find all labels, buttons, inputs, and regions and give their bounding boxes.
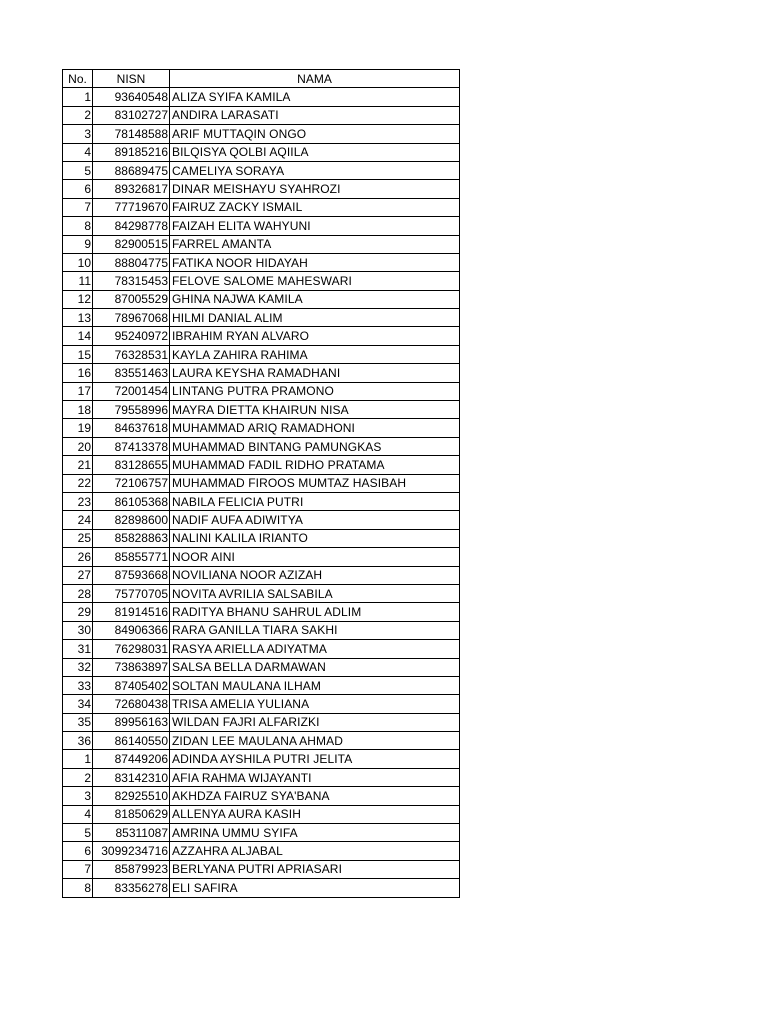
cell-nama: LAURA KEYSHA RAMADHANI bbox=[170, 364, 460, 382]
table-row bbox=[63, 198, 460, 216]
cell-no: 3 bbox=[63, 125, 93, 143]
cell-no: 13 bbox=[63, 309, 93, 327]
cell-nama: AFIA RAHMA WIJAYANTI bbox=[170, 768, 460, 786]
cell-no: 2 bbox=[63, 106, 93, 124]
cell-nisn: 87593668 bbox=[93, 566, 170, 584]
cell-no: 17 bbox=[63, 382, 93, 400]
cell-nama: CAMELIYA SORAYA bbox=[170, 161, 460, 179]
cell-nisn: 76298031 bbox=[93, 640, 170, 658]
cell-nama: FAIRUZ ZACKY ISMAIL bbox=[170, 198, 460, 216]
table-row bbox=[63, 732, 460, 750]
cell-nama: WILDAN FAJRI ALFARIZKI bbox=[170, 713, 460, 731]
cell-nisn: 83551463 bbox=[93, 364, 170, 382]
table-row bbox=[63, 217, 460, 235]
cell-nama: NOVITA AVRILIA SALSABILA bbox=[170, 584, 460, 602]
cell-nisn: 86140550 bbox=[93, 732, 170, 750]
table-row bbox=[63, 180, 460, 198]
cell-nisn: 83128655 bbox=[93, 456, 170, 474]
cell-nisn: 75770705 bbox=[93, 584, 170, 602]
cell-nama: NADIF AUFA ADIWITYA bbox=[170, 511, 460, 529]
cell-nama: KAYLA ZAHIRA RAHIMA bbox=[170, 345, 460, 363]
cell-nisn: 86105368 bbox=[93, 492, 170, 510]
cell-nisn: 89326817 bbox=[93, 180, 170, 198]
cell-no: 36 bbox=[63, 732, 93, 750]
cell-no: 25 bbox=[63, 529, 93, 547]
cell-nisn: 82900515 bbox=[93, 235, 170, 253]
cell-nama: HILMI DANIAL ALIM bbox=[170, 309, 460, 327]
cell-no: 8 bbox=[63, 217, 93, 235]
cell-no: 8 bbox=[63, 879, 93, 897]
cell-no: 1 bbox=[63, 750, 93, 768]
cell-nama: NOVILIANA NOOR AZIZAH bbox=[170, 566, 460, 584]
table-row bbox=[63, 529, 460, 547]
cell-no: 7 bbox=[63, 860, 93, 878]
table-row bbox=[63, 474, 460, 492]
table-header-row bbox=[63, 70, 460, 88]
cell-nama: ARIF MUTTAQIN ONGO bbox=[170, 125, 460, 143]
cell-nisn: 89956163 bbox=[93, 713, 170, 731]
cell-nisn: 72680438 bbox=[93, 695, 170, 713]
cell-nama: MUHAMMAD ARIQ RAMADHONI bbox=[170, 419, 460, 437]
table-row bbox=[63, 511, 460, 529]
cell-no: 22 bbox=[63, 474, 93, 492]
cell-nisn: 79558996 bbox=[93, 401, 170, 419]
cell-nisn: 72106757 bbox=[93, 474, 170, 492]
table-row bbox=[63, 235, 460, 253]
cell-nisn: 78315453 bbox=[93, 272, 170, 290]
table-row bbox=[63, 106, 460, 124]
table-row bbox=[63, 364, 460, 382]
table-row bbox=[63, 309, 460, 327]
cell-nama: LINTANG PUTRA PRAMONO bbox=[170, 382, 460, 400]
cell-nama: RADITYA BHANU SAHRUL ADLIM bbox=[170, 603, 460, 621]
cell-no: 12 bbox=[63, 290, 93, 308]
cell-no: 4 bbox=[63, 143, 93, 161]
table-row bbox=[63, 603, 460, 621]
cell-no: 31 bbox=[63, 640, 93, 658]
header-nama: NAMA bbox=[170, 70, 460, 88]
cell-nama: ZIDAN LEE MAULANA AHMAD bbox=[170, 732, 460, 750]
cell-no: 11 bbox=[63, 272, 93, 290]
cell-no: 33 bbox=[63, 676, 93, 694]
cell-nama: ALIZA SYIFA KAMILA bbox=[170, 88, 460, 106]
cell-nama: RASYA ARIELLA ADIYATMA bbox=[170, 640, 460, 658]
cell-nisn: 85879923 bbox=[93, 860, 170, 878]
cell-nama: MUHAMMAD BINTANG PAMUNGKAS bbox=[170, 437, 460, 455]
cell-nisn: 85311087 bbox=[93, 824, 170, 842]
cell-nisn: 81850629 bbox=[93, 805, 170, 823]
cell-nama: NOOR AINI bbox=[170, 548, 460, 566]
cell-nisn: 82898600 bbox=[93, 511, 170, 529]
cell-no: 9 bbox=[63, 235, 93, 253]
table-row bbox=[63, 805, 460, 823]
table-row bbox=[63, 548, 460, 566]
table-row bbox=[63, 327, 460, 345]
cell-nama: NALINI KALILA IRIANTO bbox=[170, 529, 460, 547]
table-row bbox=[63, 566, 460, 584]
cell-nisn: 87449206 bbox=[93, 750, 170, 768]
cell-no: 28 bbox=[63, 584, 93, 602]
cell-no: 15 bbox=[63, 345, 93, 363]
table-row bbox=[63, 345, 460, 363]
cell-nama: IBRAHIM RYAN ALVARO bbox=[170, 327, 460, 345]
table-row bbox=[63, 88, 460, 106]
cell-no: 27 bbox=[63, 566, 93, 584]
cell-nama: FELOVE SALOME MAHESWARI bbox=[170, 272, 460, 290]
cell-nama: FARREL AMANTA bbox=[170, 235, 460, 253]
cell-nisn: 84637618 bbox=[93, 419, 170, 437]
cell-nama: ALLENYA AURA KASIH bbox=[170, 805, 460, 823]
cell-nisn: 83142310 bbox=[93, 768, 170, 786]
cell-nisn: 89185216 bbox=[93, 143, 170, 161]
cell-nama: RARA GANILLA TIARA SAKHI bbox=[170, 621, 460, 639]
table-row bbox=[63, 658, 460, 676]
table-row bbox=[63, 860, 460, 878]
table-row bbox=[63, 272, 460, 290]
cell-no: 23 bbox=[63, 492, 93, 510]
table-row bbox=[63, 437, 460, 455]
table-row bbox=[63, 824, 460, 842]
cell-nama: FATIKA NOOR HIDAYAH bbox=[170, 253, 460, 271]
cell-nisn: 84298778 bbox=[93, 217, 170, 235]
table-row bbox=[63, 584, 460, 602]
cell-nisn: 78148588 bbox=[93, 125, 170, 143]
table-row bbox=[63, 382, 460, 400]
cell-no: 3 bbox=[63, 787, 93, 805]
cell-nama: SOLTAN MAULANA ILHAM bbox=[170, 676, 460, 694]
cell-nama: ANDIRA LARASATI bbox=[170, 106, 460, 124]
cell-nisn: 76328531 bbox=[93, 345, 170, 363]
cell-no: 4 bbox=[63, 805, 93, 823]
table-row bbox=[63, 879, 460, 897]
table-row bbox=[63, 253, 460, 271]
cell-no: 2 bbox=[63, 768, 93, 786]
cell-no: 18 bbox=[63, 401, 93, 419]
cell-no: 5 bbox=[63, 824, 93, 842]
cell-nisn: 85828863 bbox=[93, 529, 170, 547]
cell-nisn: 88804775 bbox=[93, 253, 170, 271]
cell-nama: TRISA AMELIA YULIANA bbox=[170, 695, 460, 713]
header-no: No. bbox=[63, 70, 93, 88]
cell-no: 32 bbox=[63, 658, 93, 676]
cell-nisn: 95240972 bbox=[93, 327, 170, 345]
cell-nama: DINAR MEISHAYU SYAHROZI bbox=[170, 180, 460, 198]
cell-nisn: 85855771 bbox=[93, 548, 170, 566]
cell-nama: BILQISYA QOLBI AQIILA bbox=[170, 143, 460, 161]
cell-no: 6 bbox=[63, 842, 93, 860]
cell-no: 10 bbox=[63, 253, 93, 271]
table-row bbox=[63, 492, 460, 510]
cell-no: 35 bbox=[63, 713, 93, 731]
cell-nama: BERLYANA PUTRI APRIASARI bbox=[170, 860, 460, 878]
table-row bbox=[63, 143, 460, 161]
cell-nisn: 83356278 bbox=[93, 879, 170, 897]
cell-nama: ADINDA AYSHILA PUTRI JELITA bbox=[170, 750, 460, 768]
cell-nisn: 81914516 bbox=[93, 603, 170, 621]
cell-nisn: 87005529 bbox=[93, 290, 170, 308]
cell-no: 16 bbox=[63, 364, 93, 382]
table-row bbox=[63, 842, 460, 860]
cell-nisn: 83102727 bbox=[93, 106, 170, 124]
cell-nama: NABILA FELICIA PUTRI bbox=[170, 492, 460, 510]
cell-nama: ELI SAFIRA bbox=[170, 879, 460, 897]
table-row bbox=[63, 161, 460, 179]
cell-no: 30 bbox=[63, 621, 93, 639]
cell-nama: AMRINA UMMU SYIFA bbox=[170, 824, 460, 842]
cell-no: 21 bbox=[63, 456, 93, 474]
cell-nisn: 93640548 bbox=[93, 88, 170, 106]
student-table bbox=[62, 69, 460, 898]
table-row bbox=[63, 787, 460, 805]
header-nisn: NISN bbox=[93, 70, 170, 88]
cell-no: 24 bbox=[63, 511, 93, 529]
cell-nisn: 72001454 bbox=[93, 382, 170, 400]
cell-nama: MUHAMMAD FIROOS MUMTAZ HASIBAH bbox=[170, 474, 460, 492]
cell-nama: FAIZAH ELITA WAHYUNI bbox=[170, 217, 460, 235]
table-row bbox=[63, 456, 460, 474]
cell-nama: AKHDZA FAIRUZ SYA'BANA bbox=[170, 787, 460, 805]
table-row bbox=[63, 125, 460, 143]
table-row bbox=[63, 695, 460, 713]
cell-no: 26 bbox=[63, 548, 93, 566]
table-row bbox=[63, 676, 460, 694]
cell-no: 1 bbox=[63, 88, 93, 106]
cell-no: 7 bbox=[63, 198, 93, 216]
cell-nama: MUHAMMAD FADIL RIDHO PRATAMA bbox=[170, 456, 460, 474]
table-row bbox=[63, 621, 460, 639]
cell-no: 20 bbox=[63, 437, 93, 455]
cell-no: 29 bbox=[63, 603, 93, 621]
cell-nisn: 87413378 bbox=[93, 437, 170, 455]
cell-nisn: 82925510 bbox=[93, 787, 170, 805]
table-row bbox=[63, 640, 460, 658]
table-row bbox=[63, 768, 460, 786]
cell-no: 14 bbox=[63, 327, 93, 345]
cell-nisn: 88689475 bbox=[93, 161, 170, 179]
cell-nama: GHINA NAJWA KAMILA bbox=[170, 290, 460, 308]
cell-nama: SALSA BELLA DARMAWAN bbox=[170, 658, 460, 676]
cell-no: 6 bbox=[63, 180, 93, 198]
table-row bbox=[63, 290, 460, 308]
cell-nisn: 87405402 bbox=[93, 676, 170, 694]
cell-nisn: 3099234716 bbox=[93, 842, 170, 860]
cell-nama: MAYRA DIETTA KHAIRUN NISA bbox=[170, 401, 460, 419]
table-body bbox=[63, 88, 460, 897]
cell-nisn: 73863897 bbox=[93, 658, 170, 676]
cell-no: 34 bbox=[63, 695, 93, 713]
cell-no: 19 bbox=[63, 419, 93, 437]
cell-nama: AZZAHRA ALJABAL bbox=[170, 842, 460, 860]
table-row bbox=[63, 750, 460, 768]
table-row bbox=[63, 401, 460, 419]
cell-nisn: 84906366 bbox=[93, 621, 170, 639]
table-row bbox=[63, 419, 460, 437]
cell-nisn: 77719670 bbox=[93, 198, 170, 216]
cell-nisn: 78967068 bbox=[93, 309, 170, 327]
table-row bbox=[63, 713, 460, 731]
cell-no: 5 bbox=[63, 161, 93, 179]
